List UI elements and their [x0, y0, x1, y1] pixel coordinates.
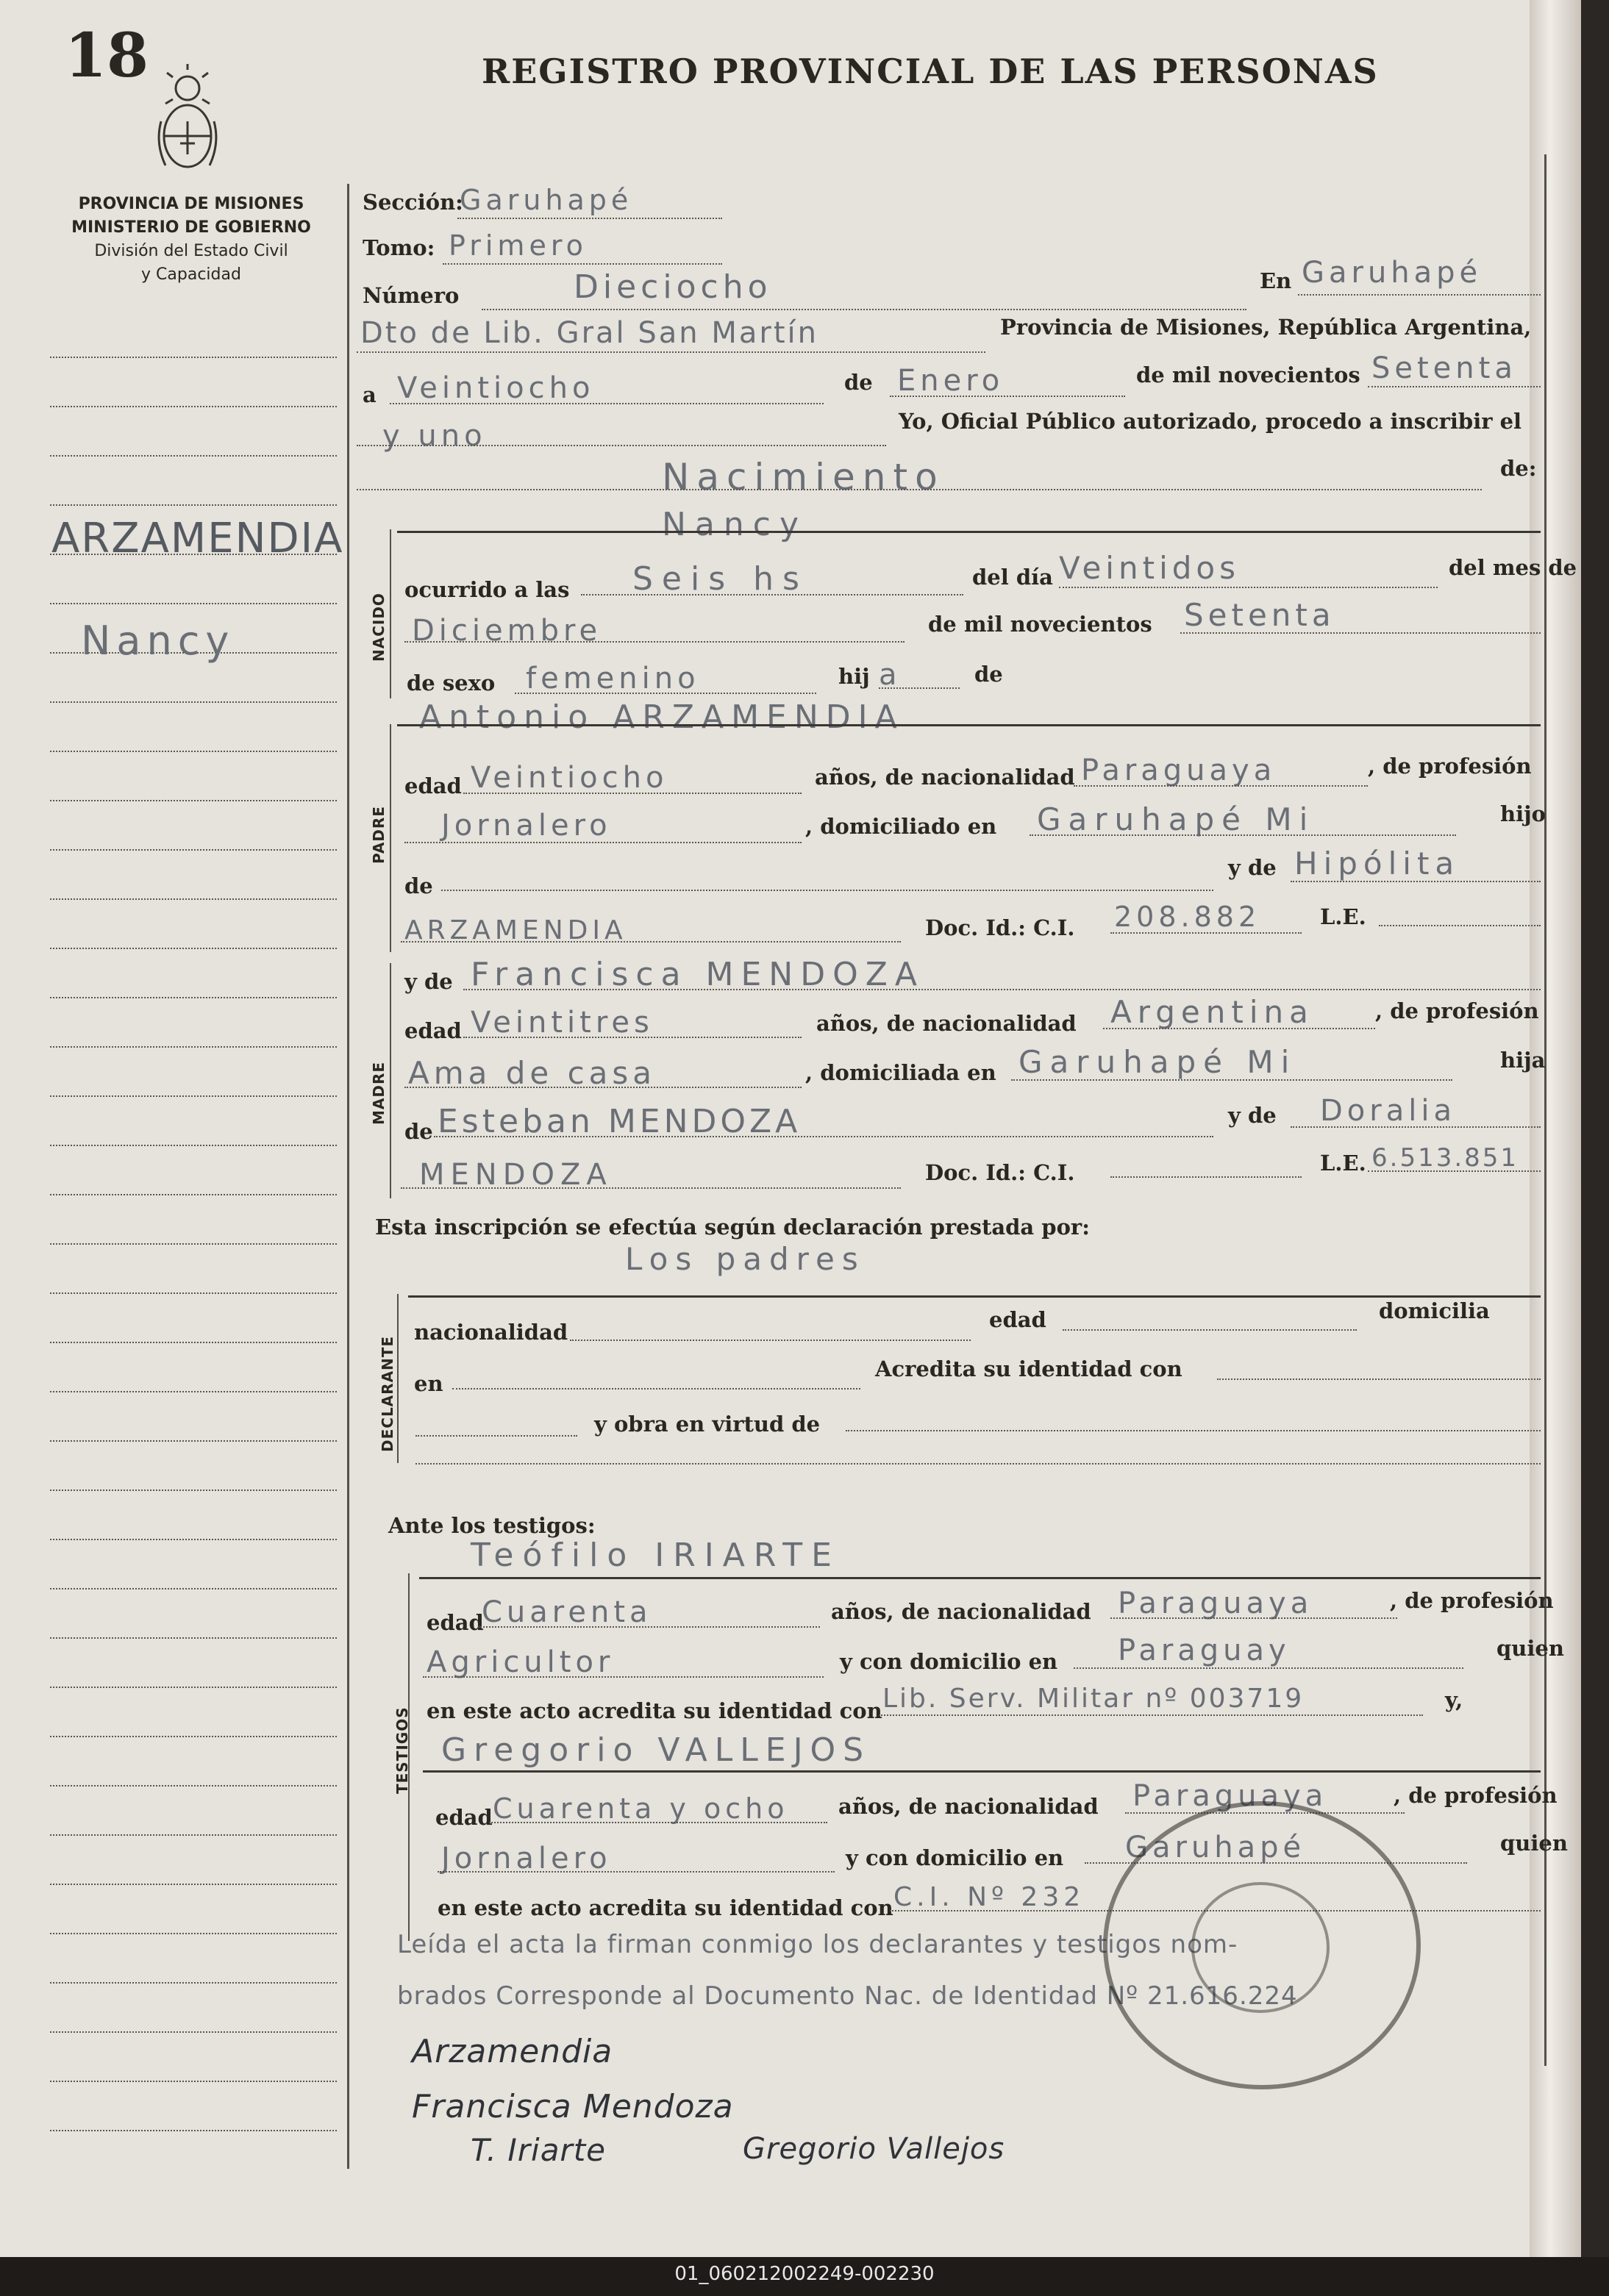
testigo1-domicilio: Paraguay	[1118, 1634, 1291, 1667]
ocurrido-label: ocurrido a las	[404, 577, 570, 602]
en-label: En	[1260, 268, 1292, 293]
nacido-anio: Setenta	[1184, 597, 1335, 633]
provincia-text: Provincia de Misiones, República Argentina,	[1000, 315, 1532, 340]
document-title: REGISTRO PROVINCIAL DE LAS PERSONAS	[482, 51, 1379, 91]
testigo1-domicilio-line	[1074, 1667, 1463, 1669]
signature-1: Francisca Mendoza	[412, 2088, 734, 2125]
declarante-dom-label: domicilia	[1379, 1298, 1490, 1323]
nacido-dia-line	[1059, 587, 1438, 588]
margin-ruled-line	[50, 603, 337, 604]
padre-profesion-line	[404, 842, 802, 843]
en-value: Garuhapé	[1302, 256, 1483, 290]
departamento-line	[357, 351, 985, 353]
seccion-label: Sección:	[363, 190, 463, 215]
margin-ruled-line	[50, 1834, 337, 1836]
testigo1-nacionalidad-line	[1110, 1617, 1397, 1619]
margin-ruled-line	[50, 1145, 337, 1146]
seccion-line	[457, 218, 722, 219]
margin-ruled-line	[50, 701, 337, 703]
testigo1-edad-label: edad	[427, 1610, 484, 1635]
testigo1-nombre-line	[419, 1577, 1541, 1579]
madre-edad-label: edad	[404, 1018, 462, 1043]
padre-apellido-line	[401, 941, 901, 943]
declarante-por-line	[408, 1295, 1541, 1298]
declarante-obra-label: y obra en virtud de	[594, 1412, 821, 1437]
testigo2-dom-label: y con domicilio en	[846, 1845, 1064, 1870]
testigo2-domicilio: Garuhapé	[1125, 1831, 1306, 1864]
madre-nombre-line	[463, 989, 1541, 990]
nacido-dia: Veintidos	[1059, 550, 1240, 586]
padre-edad-label: edad	[404, 773, 462, 798]
nacido-hora: Seis hs	[632, 560, 808, 598]
fecha-anio-cont-line	[357, 445, 886, 446]
padre-de-label: de	[404, 873, 433, 898]
declarante-blank-line	[415, 1435, 577, 1437]
margin-ruled-line	[50, 849, 337, 851]
nacido-hij-line	[879, 687, 960, 689]
madre-nacionalidad: Argentina	[1110, 994, 1314, 1030]
tomo-label: Tomo:	[363, 235, 435, 260]
margin-ruled-line	[50, 1489, 337, 1491]
padre-bracket	[390, 724, 391, 952]
padre-le-label: L.E.	[1320, 904, 1366, 929]
testigos-section-label: TESTIGOS	[393, 1706, 411, 1794]
madre-hija-label: hija	[1500, 1048, 1546, 1073]
margin-ruled-line	[50, 1194, 337, 1195]
madre-nacionalidad-line	[1103, 1028, 1375, 1029]
declarante-nac-label: nacionalidad	[414, 1320, 568, 1345]
fecha-mil-label: de mil novecientos	[1136, 362, 1360, 387]
declarante-intro: Esta inscripción se efectúa según declaración prestada por:	[375, 1215, 1090, 1240]
testigo2-profesion: Jornalero	[441, 1842, 612, 1875]
nacido-bracket	[390, 529, 391, 698]
margin-ruled-line	[50, 1736, 337, 1737]
nacido-sexo-line	[515, 693, 816, 694]
nacido-hij: a	[879, 658, 902, 692]
margin-ruled-line	[50, 751, 337, 752]
fecha-anio-line	[1368, 386, 1541, 387]
testigo1-y-label: y,	[1445, 1687, 1463, 1712]
deldia-label: del día	[972, 565, 1053, 590]
declarante-acredita-line	[1217, 1378, 1541, 1380]
numero-value: Dieciocho	[574, 268, 772, 306]
padre-prof-label: , de profesión	[1368, 754, 1532, 779]
declarante-section-label: DECLARANTE	[379, 1335, 396, 1452]
margin-ruled-line	[50, 997, 337, 998]
margin-ruled-line	[50, 2031, 337, 2033]
padre-nac-label: años, de nacionalidad	[815, 765, 1075, 790]
padre-nombre: Antonio ARZAMENDIA	[419, 698, 905, 736]
margin-ruled-line	[50, 898, 337, 900]
testigos-intro: Ante los testigos:	[388, 1513, 596, 1538]
madre-nac-label: años, de nacionalidad	[816, 1011, 1077, 1036]
madre-edad-line	[463, 1037, 802, 1038]
margin-ruled-line	[50, 948, 337, 949]
margin-ruled-line	[50, 1243, 337, 1245]
coat-of-arms-icon	[151, 62, 224, 180]
padre-madre-de: Hipólita	[1294, 845, 1460, 881]
madre-doc-line	[1110, 1176, 1302, 1178]
org-capacity: y Capacidad	[141, 265, 241, 284]
padre-doc-line	[1110, 932, 1302, 934]
madre-apellido: MENDOZA	[419, 1158, 613, 1192]
testigo1-doc-line	[879, 1714, 1423, 1716]
testigo1-edad: Cuarenta	[482, 1595, 652, 1629]
signature-3: Gregorio Vallejos	[743, 2132, 1005, 2166]
fecha-mes: Enero	[897, 364, 1005, 398]
margin-ruled-line	[50, 1539, 337, 1540]
madre-apellido-line	[401, 1187, 901, 1189]
nacido-anio-line	[1180, 632, 1541, 634]
nacido-mil-label: de mil novecientos	[928, 612, 1152, 637]
nacido-sexo: femenino	[526, 662, 700, 695]
margin-ruled-line	[50, 1342, 337, 1343]
padre-edad: Veintiocho	[471, 761, 668, 795]
nacido-mes: Diciembre	[412, 614, 602, 648]
margin-ruled-line	[50, 1982, 337, 1984]
departamento-value: Dto de Lib. Gral San Martín	[360, 316, 818, 350]
tomo-line	[443, 263, 722, 265]
margin-ruled-line	[50, 1095, 337, 1097]
fecha-dia-line	[390, 403, 824, 404]
declarante-obra-line	[846, 1430, 1541, 1431]
testigo2-edad-line	[489, 1822, 827, 1823]
padre-apellido: ARZAMENDIA	[404, 915, 627, 945]
madre-section-label: MADRE	[370, 1061, 388, 1125]
padre-de-line	[441, 890, 1213, 891]
madre-le-label: L.E.	[1320, 1151, 1366, 1176]
testigo2-doc: C.I. Nº 232	[893, 1882, 1085, 1912]
signature-0: Arzamendia	[412, 2033, 613, 2070]
declarante-acredita-label: Acredita su identidad con	[875, 1356, 1182, 1381]
testigo2-nombre: Gregorio VALLEJOS	[441, 1731, 871, 1769]
tomo-value: Primero	[449, 229, 588, 262]
image-identifier: 01_060212002249-002230	[674, 2263, 935, 2285]
madre-profesion: Ama de casa	[408, 1055, 657, 1091]
numero-label: Número	[363, 283, 460, 308]
testigo2-edad: Cuarenta y ocho	[493, 1792, 789, 1825]
delmes-label: del mes de	[1449, 555, 1577, 580]
margin-ruled-line	[50, 2130, 337, 2131]
padre-doc: 208.882	[1114, 901, 1261, 933]
madre-de-label: de	[404, 1119, 433, 1144]
issuing-organization	[44, 193, 338, 287]
testigo2-profesion-line	[438, 1871, 835, 1873]
margin-ruled-line	[50, 406, 337, 407]
org-province: PROVINCIA DE MISIONES	[78, 195, 304, 213]
madre-le-line	[1368, 1170, 1541, 1172]
margin-ruled-line	[50, 1440, 337, 1442]
margin-ruled-line	[50, 1884, 337, 1885]
hij-label: hij	[838, 664, 870, 689]
testigo1-dom-label: y con domicilio en	[840, 1649, 1058, 1674]
madre-yde2-label: y de	[1228, 1103, 1277, 1128]
padre-nombre-line	[397, 724, 1541, 726]
madre-domicilio: Garuhapé Mi	[1018, 1044, 1297, 1080]
margin-ruled-line	[50, 1785, 337, 1787]
fecha-anio: Setenta	[1371, 351, 1517, 385]
margin-ruled-line	[50, 1687, 337, 1688]
margin-ruled-line	[50, 2081, 337, 2082]
margin-ruled-line	[50, 1391, 337, 1392]
book-spine	[1530, 0, 1581, 2257]
official-stamp-inner	[1191, 1882, 1330, 2013]
testigo2-quien-label: quien	[1500, 1831, 1568, 1856]
madre-le: 6.513.851	[1371, 1143, 1519, 1173]
margin-ruled-line	[50, 1292, 337, 1294]
frame-right-line	[1544, 154, 1546, 2066]
nacido-nombre-line	[397, 531, 1541, 533]
margin-ruled-line	[50, 357, 337, 358]
declarante-por: Los padres	[625, 1241, 866, 1277]
page-number: 18	[65, 21, 149, 91]
en-line	[1298, 294, 1541, 296]
acto-de-label: de:	[1500, 456, 1537, 481]
frame-left-line	[347, 184, 349, 2169]
testigo1-doc: Lib. Serv. Militar nº 003719	[882, 1684, 1305, 1714]
testigo2-edad-label: edad	[435, 1805, 493, 1830]
padre-section-label: PADRE	[370, 806, 388, 864]
fecha-dia: Veintiocho	[397, 371, 595, 405]
padre-nacionalidad: Paraguaya	[1081, 754, 1277, 787]
margin-ruled-line	[50, 1588, 337, 1589]
madre-madre-de-line	[1291, 1126, 1541, 1128]
padre-dom-label: , domiciliado en	[805, 814, 997, 839]
margin-ruled-line	[50, 504, 337, 506]
margin-ruled-line	[50, 800, 337, 801]
margin-ruled-line	[50, 1933, 337, 1934]
madre-doc-label: Doc. Id.: C.I.	[925, 1160, 1075, 1185]
fecha-anio-cont: y uno	[382, 419, 487, 453]
fecha-mes-line	[890, 396, 1125, 397]
padre-domicilio: Garuhapé Mi	[1037, 801, 1316, 837]
padre-domicilio-line	[1030, 834, 1456, 836]
testigo1-acredita-label: en este acto acredita su identidad con	[427, 1698, 882, 1723]
closing-line-1: Leída el acta la firman conmigo los declarantes y testigos nom-	[397, 1930, 1238, 1959]
declarante-extra-line	[415, 1463, 1541, 1464]
signature-2: T. Iriarte	[471, 2132, 607, 2168]
padre-hijo-label: hijo	[1500, 801, 1546, 826]
madre-bracket	[390, 963, 391, 1198]
acto-value: Nacimiento	[662, 456, 945, 498]
testigo2-nacionalidad: Paraguaya	[1132, 1779, 1328, 1813]
testigo1-profesion: Agricultor	[427, 1645, 615, 1679]
testigo1-nombre: Teófilo IRIARTE	[471, 1537, 841, 1574]
madre-madre-de: Doralia	[1320, 1094, 1456, 1128]
madre-edad: Veintitres	[471, 1006, 654, 1040]
padre-le-line	[1379, 925, 1541, 926]
margin-surname: ARZAMENDIA	[51, 515, 344, 562]
madre-prof-label: , de profesión	[1375, 998, 1539, 1023]
margin-ruled-line	[50, 455, 337, 457]
declarante-en-label: en	[414, 1371, 443, 1396]
testigo2-nac-label: años, de nacionalidad	[838, 1794, 1099, 1819]
numero-line	[482, 309, 1246, 310]
madre-nombre: Francisca MENDOZA	[471, 956, 924, 993]
testigo2-prof-label: , de profesión	[1394, 1783, 1558, 1808]
closing-line-2: brados Corresponde al Documento Nac. de Identidad Nº 21.616.224	[397, 1981, 1298, 2011]
padre-nacionalidad-line	[1074, 785, 1368, 787]
declarante-edad-line	[1063, 1329, 1357, 1331]
org-division: División del Estado Civil	[94, 242, 288, 260]
oficial-text: Yo, Oficial Público autorizado, procedo a inscribir el	[899, 409, 1522, 434]
madre-yde-label: y de	[404, 969, 453, 994]
a-label: a	[363, 382, 377, 407]
padre-edad-line	[463, 793, 802, 794]
acto-line	[357, 489, 1482, 490]
testigo1-quien-label: quien	[1496, 1636, 1564, 1661]
testigo2-acredita-label: en este acto acredita su identidad con	[438, 1895, 893, 1920]
madre-profesion-line	[404, 1087, 802, 1088]
madre-domicilio-line	[1011, 1079, 1452, 1081]
margin-ruled-line	[50, 1637, 337, 1639]
declarante-en-line	[452, 1388, 860, 1390]
declarante-edad-label: edad	[989, 1307, 1046, 1332]
nacido-mes-line	[404, 641, 905, 643]
testigo1-profesion-line	[423, 1676, 824, 1678]
testigo1-edad-line	[478, 1626, 820, 1628]
declarante-nac-line	[570, 1340, 971, 1341]
padre-profesion: Jornalero	[441, 809, 612, 843]
fecha-de-label: de	[844, 370, 873, 395]
testigo1-nac-label: años, de nacionalidad	[831, 1599, 1091, 1624]
madre-padre-de: Esteban MENDOZA	[438, 1103, 802, 1140]
padre-madre-de-line	[1291, 881, 1541, 882]
nacido-de-label: de	[974, 662, 1003, 687]
sexo-label: de sexo	[407, 670, 496, 695]
testigo1-prof-label: , de profesión	[1390, 1588, 1554, 1613]
madre-padre-de-line	[434, 1136, 1213, 1137]
margin-name: Nancy	[81, 618, 235, 664]
seccion-value: Garuhapé	[460, 184, 633, 216]
org-ministry: MINISTERIO DE GOBIERNO	[71, 218, 311, 237]
padre-doc-label: Doc. Id.: C.I.	[925, 915, 1075, 940]
nacido-nombre: Nancy	[662, 506, 807, 543]
testigo2-nombre-line	[423, 1770, 1541, 1773]
testigo1-nacionalidad: Paraguaya	[1118, 1587, 1313, 1620]
madre-dom-label: , domiciliada en	[805, 1060, 996, 1085]
declarante-bracket	[397, 1294, 399, 1463]
padre-yde-label: y de	[1228, 855, 1277, 880]
nacido-section-label: NACIDO	[370, 593, 388, 662]
nacido-hora-line	[581, 594, 963, 596]
margin-ruled-line	[50, 1046, 337, 1048]
